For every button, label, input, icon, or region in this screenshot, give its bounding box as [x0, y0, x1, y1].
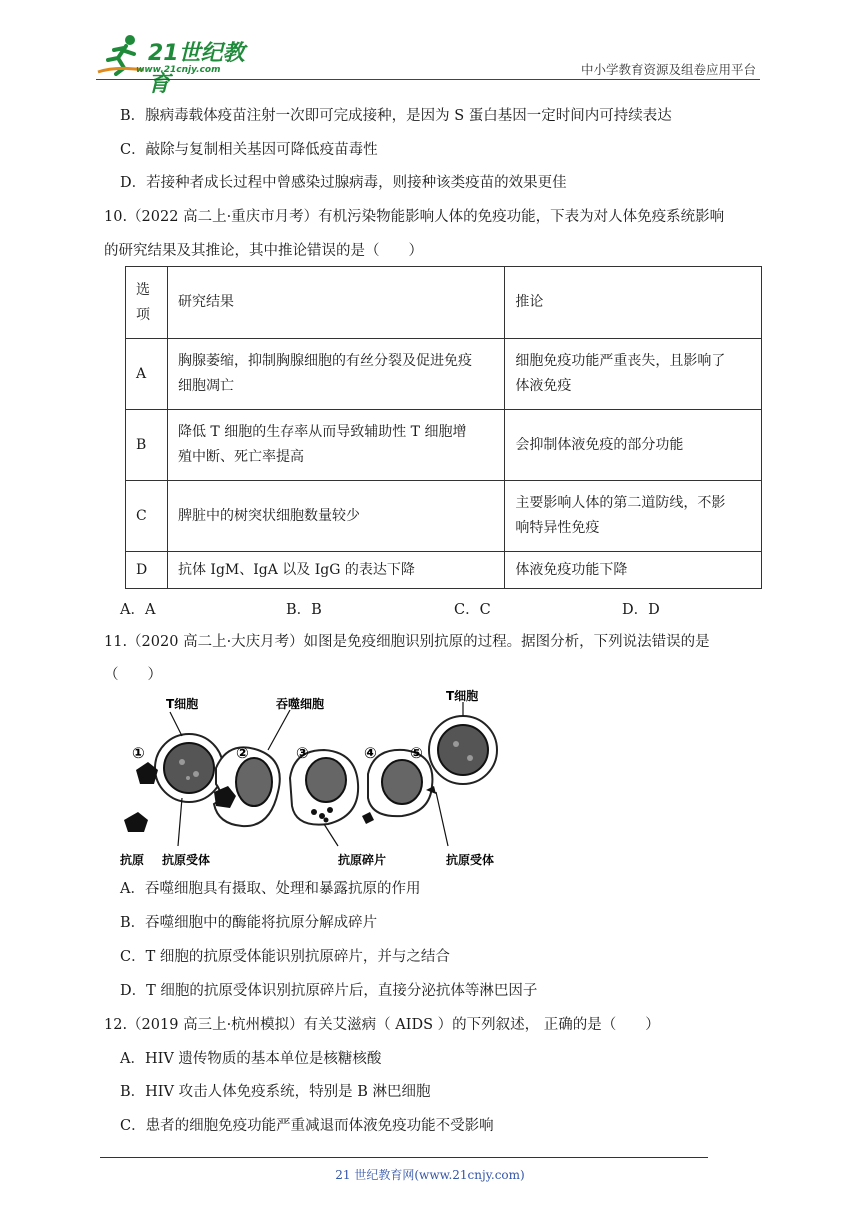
row-inference: 会抑制体液免疫的部分功能	[505, 410, 762, 481]
q10-answer-a[interactable]: A．A	[120, 602, 156, 618]
q10-stem-line2: 的研究结果及其推论，其中推论错误的是（ ）	[104, 243, 423, 259]
header-cell-inference: 推论	[505, 267, 762, 339]
table-header-row	[126, 267, 762, 339]
marker-3: ③	[296, 744, 309, 762]
immune-cell-figure	[118, 688, 508, 870]
row-inference: 细胞免疫功能严重丧失，且影响了 体液免疫	[505, 339, 762, 410]
header-cell-option: 选 项	[126, 267, 168, 339]
t-cell-left	[155, 734, 223, 802]
q12-option-a: A．HIV 遗传物质的基本单位是核糖核酸	[120, 1051, 382, 1067]
table-row	[126, 410, 762, 481]
row-result: 降低 T 细胞的生存率从而导致辅助性 T 细胞增 殖中断、死亡率提高	[167, 410, 504, 481]
table-row	[126, 339, 762, 410]
row-option: D	[126, 552, 168, 589]
row-result: 脾脏中的树突状细胞数量较少	[167, 481, 504, 552]
logo-url: www.21cnjy.com	[136, 65, 221, 75]
label-fragment: 抗原碎片	[338, 853, 387, 867]
t-cell-right	[429, 716, 497, 784]
antigen-shape	[124, 812, 148, 832]
row-inference: 主要影响人体的第二道防线，不影 响特异性免疫	[505, 481, 762, 552]
q10-stem-line1: 10.（2022 高二上·重庆市月考）有机污染物能影响人体的免疫功能，下表为对人体免疫系统影响	[104, 209, 725, 225]
label-t-cell-right: T细胞	[446, 689, 479, 703]
row-option: B	[126, 410, 168, 481]
q11-stem-line1: 11.（2020 高二上·大庆月考）如图是免疫细胞识别抗原的过程。据图分析，下列说法错误的是	[104, 634, 710, 650]
label-t-cell-left: T细胞	[166, 697, 199, 711]
marker-5: ⑤	[410, 744, 423, 762]
label-antigen: 抗原	[120, 853, 145, 867]
marker-4: ④	[364, 744, 377, 762]
table-row	[126, 552, 762, 589]
row-inference: 体液免疫功能下降	[505, 552, 762, 589]
q10-answer-d[interactable]: D．D	[622, 602, 660, 618]
row-option: C	[126, 481, 168, 552]
q11-option-d: D．T 细胞的抗原受体识别抗原碎片后，直接分泌抗体等淋巴因子	[120, 983, 538, 999]
q12-stem: 12.（2019 高三上·杭州模拟）有关艾滋病（ AIDS ）的下列叙述， 正确的是（ ）	[104, 1017, 660, 1033]
page-footer[interactable]: 21 世纪教育网(www.21cnjy.com)	[335, 1168, 525, 1182]
q12-option-b: B．HIV 攻击人体免疫系统，特别是 B 淋巴细胞	[120, 1084, 431, 1100]
marker-1: ①	[132, 744, 145, 762]
q9-option-d: D．若接种者成长过程中曾感染过腺病毒，则接种该类疫苗的效果更佳	[120, 175, 567, 191]
q9-option-b: B．腺病毒载体疫苗注射一次即可完成接种，是因为 S 蛋白基因一定时间内可持续表达	[120, 108, 672, 124]
q10-answer-b[interactable]: B．B	[286, 602, 322, 618]
header-cell-result: 研究结果	[167, 267, 504, 339]
logo-text: 21世纪教育	[148, 41, 245, 97]
row-result: 胸腺萎缩，抑制胸腺细胞的有丝分裂及促进免疫 细胞凋亡	[167, 339, 504, 410]
marker-2: ②	[236, 744, 249, 762]
q11-option-c: C．T 细胞的抗原受体能识别抗原碎片，并与之结合	[120, 949, 450, 965]
site-logo[interactable]	[96, 32, 266, 97]
q10-table	[125, 266, 762, 589]
row-result: 抗体 IgM、IgA 以及 IgG 的表达下降	[167, 552, 504, 589]
label-receptor-left: 抗原受体	[162, 853, 211, 867]
q11-option-b: B．吞噬细胞中的酶能将抗原分解成碎片	[120, 915, 378, 931]
label-receptor-right: 抗原受体	[446, 853, 495, 867]
header-divider	[96, 79, 760, 80]
q11-option-a: A．吞噬细胞具有摄取、处理和暴露抗原的作用	[120, 881, 421, 897]
header-platform-name: 中小学教育资源及组卷应用平台	[580, 62, 756, 77]
label-phagocyte: 吞噬细胞	[276, 697, 325, 711]
page-header	[96, 30, 760, 97]
q12-option-c: C．患者的细胞免疫功能严重减退而体液免疫功能不受影响	[120, 1118, 494, 1134]
q9-option-c: C．敲除与复制相关基因可降低疫苗毒性	[120, 142, 378, 158]
q10-answer-c[interactable]: C．C	[454, 602, 491, 618]
table-row	[126, 481, 762, 552]
q11-stem-line2: （ ）	[104, 667, 162, 683]
row-option: A	[126, 339, 168, 410]
footer-divider	[100, 1157, 708, 1158]
